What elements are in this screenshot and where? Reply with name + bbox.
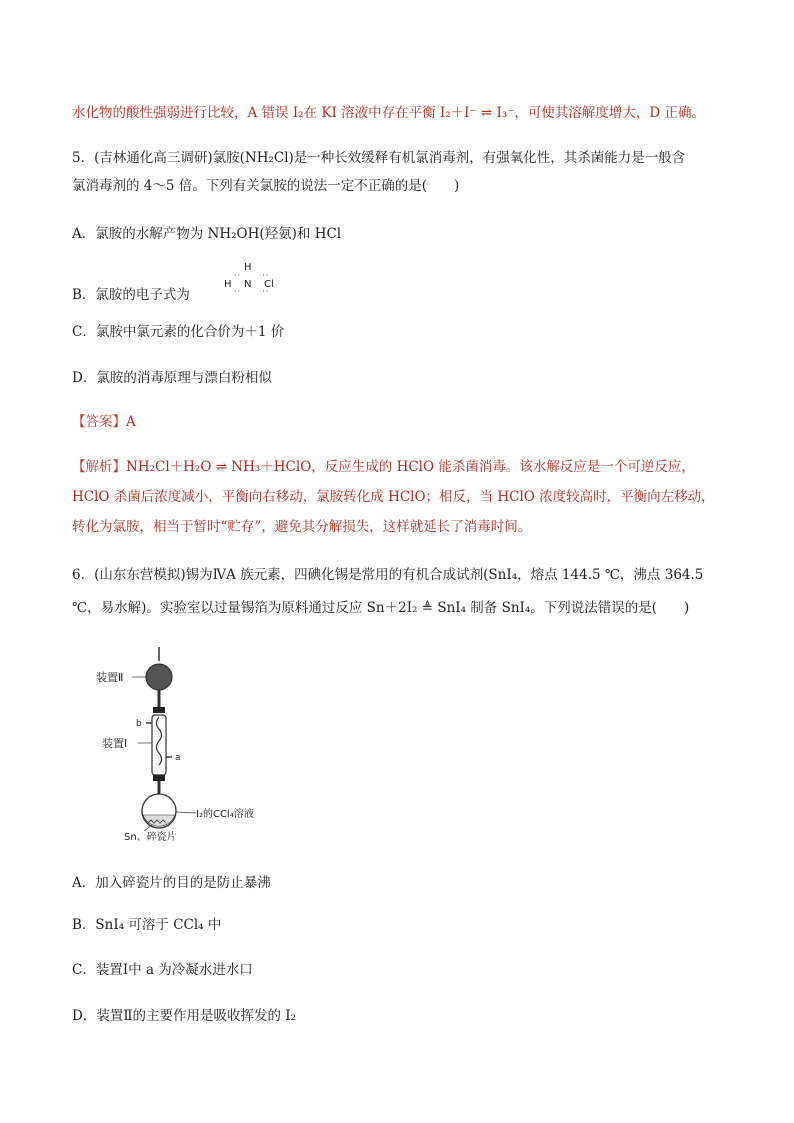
q5-option-b: B．氯胺的电子式为 [72, 287, 190, 303]
lewis-cl: Cl [264, 279, 274, 290]
previous-analysis-line: 水化物的酸性强弱进行比较，A 错误 I₂在 KI 溶液中存在平衡 I₂＋I⁻ ⇌ I₃⁻，可使其溶解度增大，D 正确。 [72, 105, 705, 121]
label-flask-contents: Sn、碎瓷片 [124, 832, 177, 843]
label-device-1: 装置Ⅰ [102, 737, 128, 750]
label-b: b [136, 719, 142, 729]
q6-option-b: B．SnI₄ 可溶于 CCl₄ 中 [72, 917, 222, 933]
analysis-text-1: NH₂Cl＋H₂O ⇌ NH₃＋HClO，反应生成的 HClO 能杀菌消毒。该水解反应是一个可逆反应， [126, 459, 695, 475]
q5-stem-line2: 氯消毒剂的 4～5 倍。下列有关氯胺的说法一定不正确的是( ) [72, 178, 460, 194]
lewis-h-top: H [244, 262, 252, 273]
lewis-n: N [244, 279, 252, 290]
label-solution: I₂的CCl₄溶液 [196, 809, 254, 820]
q6-option-c: C．装置Ⅰ中 a 为冷凝水进水口 [72, 962, 253, 978]
lewis-h-left: H [224, 279, 232, 290]
q6-stem-line1: 6．(山东东营模拟)锡为ⅣA 族元素，四碘化锡是常用的有机合成试剂(SnI₄，熔点 144.5 ℃，沸点 364.5 [72, 567, 704, 583]
q5-option-d: D．氯胺的消毒原理与漂白粉相似 [72, 370, 272, 386]
q6-option-a: A．加入碎瓷片的目的是防止暴沸 [72, 875, 271, 891]
q5-answer [72, 412, 136, 432]
q5-stem-line1: 5．(吉林通化高三调研)氯胺(NH₂Cl)是一种长效缓释有机氯消毒剂，有强氧化性，其杀菌能力是一般含 [72, 150, 686, 166]
drying-tube-bulb [146, 664, 172, 690]
q6-stem-line2: ℃，易水解)。实验室以过量锡箔为原料通过反应 Sn＋2I₂ ≜ SnI₄ 制备 SnI₄。下列说法错误的是( ) [72, 600, 690, 616]
label-a: a [175, 753, 181, 763]
analysis-tag: 【解析】 [72, 459, 126, 475]
label-device-2: 装置Ⅱ [96, 671, 124, 684]
q5-option-a: A．氯胺的水解产物为 NH₂OH(羟氨)和 HCl [72, 226, 342, 242]
q5-analysis-line1 [72, 457, 695, 477]
condenser-outer [152, 715, 166, 775]
q5-option-c: C．氯胺中氯元素的化合价为＋1 价 [72, 324, 285, 340]
answer-value: A [126, 414, 136, 430]
q6-option-d: D．装置Ⅱ的主要作用是吸收挥发的 I₂ [72, 1008, 297, 1024]
answer-tag: 【答案】 [72, 414, 126, 430]
apparatus-diagram [96, 645, 296, 845]
q5-analysis-line2: HClO 杀菌后浓度减小，平衡向右移动，氯胺转化成 HClO；相反，当 HClO 浓度较高时，平衡向左移动， [72, 489, 715, 505]
lewis-structure-nh2cl [224, 262, 290, 296]
q5-analysis-line3: 转化为氯胺，相当于暂时“贮存”，避免其分解损失，这样就延长了消毒时间。 [72, 519, 532, 535]
lewis-electron-dots-bottom: ·· ·· [234, 287, 270, 296]
lewis-electron-dots: ·· ·· [234, 271, 270, 280]
